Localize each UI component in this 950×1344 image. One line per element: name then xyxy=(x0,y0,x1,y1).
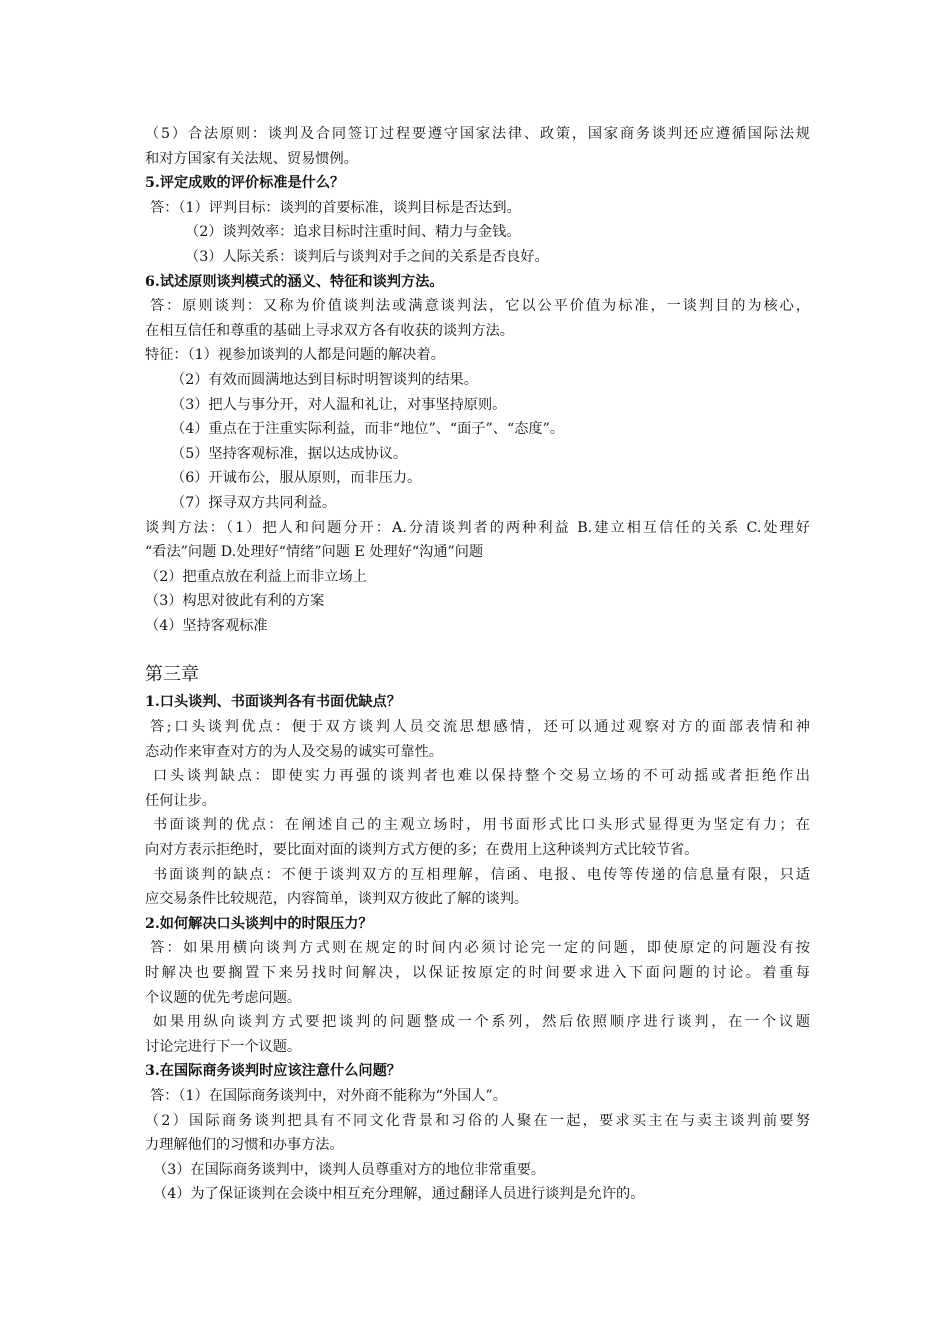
answer-line: （3）在国际商务谈判中，谈判人员尊重对方的地位非常重要。 xyxy=(153,1161,546,1178)
answer-line: 力理解他们的习惯和办事方法。 xyxy=(145,1137,344,1154)
answer-line: 书面谈判的优点：在阐述自己的主观立场时，用书面形式比口头形式显得更为坚定有力；在 xyxy=(153,817,810,834)
answer-line: （2）国际商务谈判把具有不同文化背景和习俗的人聚在一起，要求买主在与卖主谈判前要努 xyxy=(145,1112,810,1129)
answer-line: 答：（1）在国际商务谈判中，对外商不能称为“外国人”。 xyxy=(150,1087,507,1104)
document-page xyxy=(145,122,810,1207)
paragraph-line: 和对方国家有关法规、贸易惯例。 xyxy=(145,150,358,167)
feature-item: （2）有效而圆满地达到目标时明智谈判的结果。 xyxy=(171,371,478,388)
method-item: （2）把重点放在利益上而非立场上 xyxy=(145,568,367,585)
answer-line: 口头谈判缺点：即使实力再强的谈判者也难以保持整个交易立场的不可动摇或者拒绝作出 xyxy=(153,768,810,785)
question-heading: 5.评定成败的评价标准是什么？ xyxy=(145,175,345,192)
method-line: 谈判方法：（1）把人和问题分开：A.分清谈判者的两种利益 B.建立相互信任的关系 C.处理好 xyxy=(145,519,810,536)
answer-line: 答;口头谈判优点：便于双方谈判人员交流思想感情，还可以通过观察对方的面部表情和神 xyxy=(150,719,810,736)
answer-line: 向对方表示拒绝时，要比面对面的谈判方式方便的多；在费用上这种谈判方式比较节省。 xyxy=(145,842,699,859)
method-item: （4）坚持客观标准 xyxy=(145,617,268,634)
answer-line: （2）谈判效率：追求目标时注重时间、精力与金钱。 xyxy=(185,224,521,241)
feature-item: （3）把人与事分开，对人温和礼让，对事坚持原则。 xyxy=(171,396,507,413)
answer-line: 在相互信任和尊重的基础上寻求双方各有收获的谈判方法。 xyxy=(145,322,514,339)
question-heading: 1.口头谈判、书面谈判各有书面优缺点？ xyxy=(145,694,401,711)
question-heading: 3.在国际商务谈判时应该注意什么问题？ xyxy=(145,1063,401,1080)
answer-line: 时解决也要搁置下来另找时间解决，以保证按原定的时间要求进入下面问题的讨论。着重每 xyxy=(145,965,810,981)
answer-line: 个议题的优先考虑问题。 xyxy=(145,989,302,1006)
answer-line: （3）人际关系：谈判后与谈判对手之间的关系是否良好。 xyxy=(185,248,549,265)
feature-item: （6）开诚布公，服从原则，而非压力。 xyxy=(171,470,422,487)
answer-line: （4）为了保证谈判在会谈中相互充分理解，通过翻译人员进行谈判是允许的。 xyxy=(153,1186,645,1203)
question-heading: 2.如何解决口头谈判中的时限压力？ xyxy=(145,915,373,932)
answer-line: 如果用纵向谈判方式要把谈判的问题整成一个系列，然后依照顺序进行谈判，在一个议题 xyxy=(153,1014,810,1031)
chapter-heading: 第三章 xyxy=(145,664,199,686)
feature-item: （4）重点在于注重实际利益，而非“地位”、“面子”、“态度”。 xyxy=(171,421,565,438)
answer-line: 应交易条件比较规范，内容简单，谈判双方彼此了解的谈判。 xyxy=(145,891,529,908)
method-line: “看法”问题 D.处理好“情绪”问题 E 处理好“沟通”问题 xyxy=(145,544,484,561)
answer-line: 讨论完进行下一个议题。 xyxy=(145,1038,302,1055)
answer-line: 答：如果用横向谈判方式则在规定的时间内必须讨论完一定的问题，即使原定的问题没有按 xyxy=(150,940,810,957)
feature-item: （7）探寻双方共同利益。 xyxy=(171,494,337,511)
answer-line: 答：原则谈判：又称为价值谈判法或满意谈判法，它以公平价值为标准，一谈判目的为核心， xyxy=(150,298,810,315)
answer-line: 态动作来审查对方的为人及交易的诚实可靠性。 xyxy=(145,743,443,760)
paragraph-line: （5）合法原则：谈判及合同签订过程要遵守国家法律、政策，国家商务谈判还应遵循国际法规 xyxy=(145,126,810,142)
method-item: （3）构思对彼此有利的方案 xyxy=(145,593,325,610)
answer-line: 书面谈判的缺点：不便于谈判双方的互相理解，信函、电报、电传等传递的信息量有限，只适 xyxy=(153,866,810,883)
question-heading: 6.试述原则谈判模式的涵义、特征和谈判方法。 xyxy=(145,273,444,290)
answer-line: 答：（1）评判目标：谈判的首要标准，谈判目标是否达到。 xyxy=(150,199,521,216)
feature-line: 特征：（1）视参加谈判的人都是问题的解决着。 xyxy=(145,347,445,364)
feature-item: （5）坚持客观标准，据以达成协议。 xyxy=(171,445,408,462)
answer-line: 任何让步。 xyxy=(145,792,216,809)
